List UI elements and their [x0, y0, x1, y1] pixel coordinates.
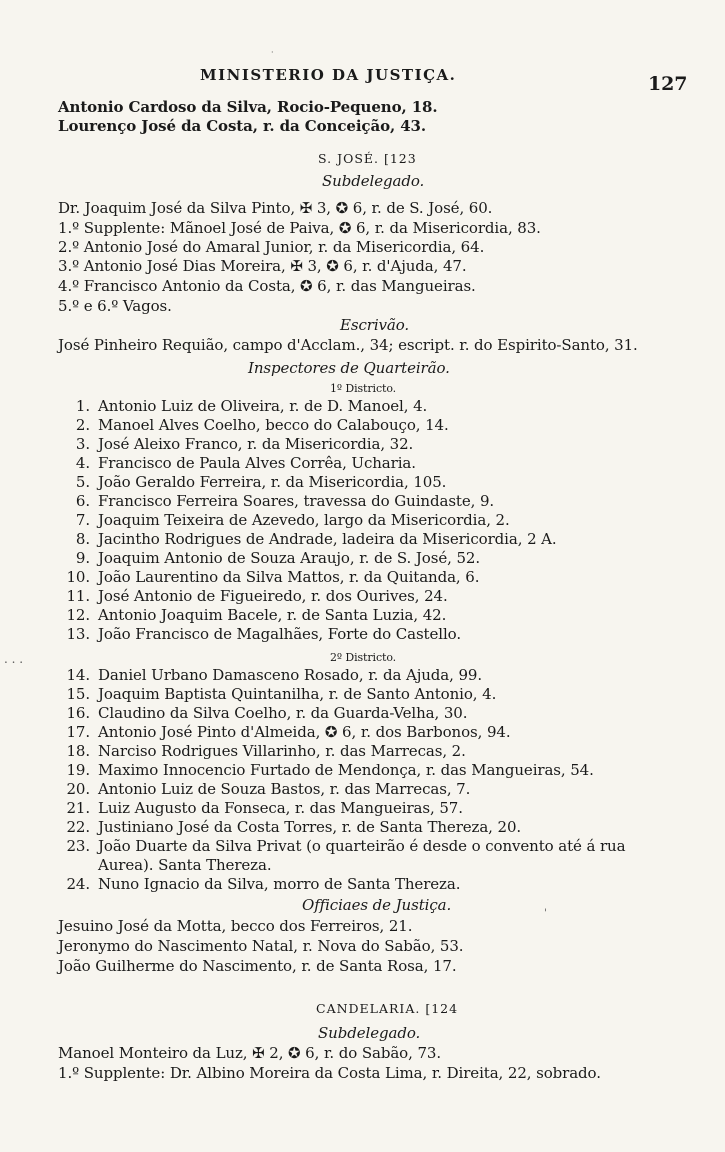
officiaes-heading: Officiaes de Justiça.: [302, 896, 452, 914]
list-item: [58, 511, 510, 529]
item-text: Aurea). Santa Thereza.: [98, 856, 272, 874]
section-heading-sao-jose: S. JOSÉ. [123: [318, 151, 417, 166]
item-text: Joaquim Baptista Quintanilha, r. de Santo Antonio, 4.: [98, 685, 497, 703]
item-number: 17.: [66, 723, 90, 741]
print-speck: ': [544, 908, 547, 919]
item-text: Francisco Ferreira Soares, travessa do Guindaste, 9.: [98, 492, 495, 510]
text-line: 1.º Supplente: Dr. Albino Moreira da Costa Lima, r. Direita, 22, sobrado.: [58, 1064, 601, 1082]
section-heading-candelaria: CANDELARIA. [124: [316, 1001, 459, 1016]
item-text: José Antonio de Figueiredo, r. dos Ourives, 24.: [98, 587, 448, 605]
list-item: [58, 875, 460, 893]
item-text: Joaquim Antonio de Souza Araujo, r. de S. José, 52.: [98, 549, 480, 567]
item-text: Francisco de Paula Alves Corrêa, Ucharia.: [98, 454, 416, 472]
item-text: Antonio José Pinto d'Almeida, ✪ 6, r. dos Barbonos, 94.: [98, 723, 511, 741]
item-text: João Geraldo Ferreira, r. da Misericordia, 105.: [98, 473, 447, 491]
list-item: [58, 837, 625, 855]
item-text: Joaquim Teixeira de Azevedo, largo da Misericordia, 2.: [98, 511, 510, 529]
item-number: 12.: [66, 606, 90, 624]
item-number: 15.: [66, 685, 90, 703]
list-item: [58, 473, 446, 491]
print-speck: . . .: [4, 652, 24, 666]
list-item: [58, 606, 446, 624]
list-item: [58, 704, 467, 722]
item-number: 8.: [75, 530, 90, 548]
item-number: 16.: [66, 704, 90, 722]
item-text: Luiz Augusto da Fonseca, r. das Mangueiras, 57.: [98, 799, 463, 817]
running-head: MINISTERIO DA JUSTIÇA.: [200, 66, 457, 84]
text-line: Antonio Cardoso da Silva, Rocio-Pequeno, 18.: [58, 98, 438, 116]
item-number: 5.: [75, 473, 90, 491]
list-item: [58, 818, 521, 836]
item-text: Claudino da Silva Coelho, r. da Guarda-Velha, 30.: [98, 704, 468, 722]
item-text: Jacintho Rodrigues de Andrade, ladeira da Misericordia, 2 A.: [98, 530, 557, 548]
list-item: [58, 416, 449, 434]
list-item: [58, 799, 463, 817]
escrivao-heading: Escrivão.: [340, 316, 410, 334]
item-text: Antonio Joaquim Bacele, r. de Santa Luzia, 42.: [98, 606, 447, 624]
text-line: 4.º Francisco Antonio da Costa, ✪ 6, r. das Mangueiras.: [58, 277, 476, 295]
item-number: 2.: [75, 416, 90, 434]
page-number: 127: [648, 73, 688, 95]
item-number: 18.: [66, 742, 90, 760]
text-line: 1.º Supplente: Mãnoel José de Paiva, ✪ 6, r. da Misericordia, 83.: [58, 219, 541, 237]
inspectores-heading: Inspectores de Quarteirão.: [248, 359, 450, 377]
item-text: José Aleixo Franco, r. da Misericordia, 32.: [98, 435, 414, 453]
item-text: Justiniano José da Costa Torres, r. de Santa Thereza, 20.: [98, 818, 522, 836]
item-number: 4.: [75, 454, 90, 472]
item-number: 3.: [75, 435, 90, 453]
item-text: João Duarte da Silva Privat (o quarteirão é desde o convento até á rua: [98, 837, 626, 855]
text-line: Manoel Monteiro da Luz, ✠ 2, ✪ 6, r. do Sabão, 73.: [58, 1044, 442, 1062]
item-number: 1.: [75, 397, 90, 415]
list-item: [58, 723, 511, 741]
list-item: [58, 666, 482, 684]
item-number: 24.: [66, 875, 90, 893]
item-number: 22.: [66, 818, 90, 836]
section-subheading: Subdelegado.: [322, 172, 425, 190]
text-line: 2.º Antonio José do Amaral Junior, r. da Misericordia, 64.: [58, 238, 485, 256]
text-line: 5.º e 6.º Vagos.: [58, 297, 172, 315]
text-line: João Guilherme do Nascimento, r. de Santa Rosa, 17.: [58, 957, 457, 975]
item-text: Antonio Luiz de Souza Bastos, r. das Marrecas, 7.: [98, 780, 471, 798]
list-item: [58, 549, 480, 567]
list-item: [58, 856, 272, 874]
list-item: [58, 685, 496, 703]
district-label: 2º Districto.: [330, 651, 397, 664]
list-item: [58, 625, 461, 643]
list-item: [58, 454, 416, 472]
item-number: 21.: [66, 799, 90, 817]
item-number: 20.: [66, 780, 90, 798]
item-text: João Laurentino da Silva Mattos, r. da Quitanda, 6.: [98, 568, 480, 586]
list-item: [58, 530, 557, 548]
list-item: [58, 568, 479, 586]
section-subheading: Subdelegado.: [318, 1024, 421, 1042]
list-item: [58, 587, 448, 605]
list-item: [58, 397, 427, 415]
item-text: Maximo Innocencio Furtado de Mendonça, r. das Mangueiras, 54.: [98, 761, 594, 779]
item-number: 7.: [75, 511, 90, 529]
text-line: Jesuino José da Motta, becco dos Ferreiros, 21.: [58, 917, 413, 935]
item-number: 14.: [66, 666, 90, 684]
text-line: Jeronymo do Nascimento Natal, r. Nova do Sabão, 53.: [58, 937, 464, 955]
item-number: 11.: [66, 587, 90, 605]
item-text: Manoel Alves Coelho, becco do Calabouço, 14.: [98, 416, 449, 434]
text-line: Lourenço José da Costa, r. da Conceição, 43.: [58, 117, 427, 135]
text-line: José Pinheiro Requião, campo d'Acclam., 34; escript. r. do Espirito-Santo, 31.: [58, 336, 638, 354]
item-number: 13.: [66, 625, 90, 643]
list-item: [58, 780, 470, 798]
list-item: [58, 492, 494, 510]
item-text: Nuno Ignacio da Silva, morro de Santa Thereza.: [98, 875, 461, 893]
list-item: [58, 435, 413, 453]
item-number: 9.: [75, 549, 90, 567]
item-number: 19.: [66, 761, 90, 779]
item-text: Daniel Urbano Damasceno Rosado, r. da Ajuda, 99.: [98, 666, 483, 684]
item-text: Narciso Rodrigues Villarinho, r. das Marrecas, 2.: [98, 742, 466, 760]
print-speck: ·: [271, 48, 274, 57]
item-number: 23.: [66, 837, 90, 855]
list-item: [58, 761, 594, 779]
text-line: Dr. Joaquim José da Silva Pinto, ✠ 3, ✪ 6, r. de S. José, 60.: [58, 199, 493, 217]
item-text: Antonio Luiz de Oliveira, r. de D. Manoel, 4.: [98, 397, 428, 415]
item-number: 6.: [75, 492, 90, 510]
item-number: 10.: [66, 568, 90, 586]
text-line: 3.º Antonio José Dias Moreira, ✠ 3, ✪ 6, r. d'Ajuda, 47.: [58, 257, 467, 275]
district-label: 1º Districto.: [330, 382, 397, 395]
item-text: João Francisco de Magalhães, Forte do Castello.: [98, 625, 461, 643]
list-item: [58, 742, 466, 760]
